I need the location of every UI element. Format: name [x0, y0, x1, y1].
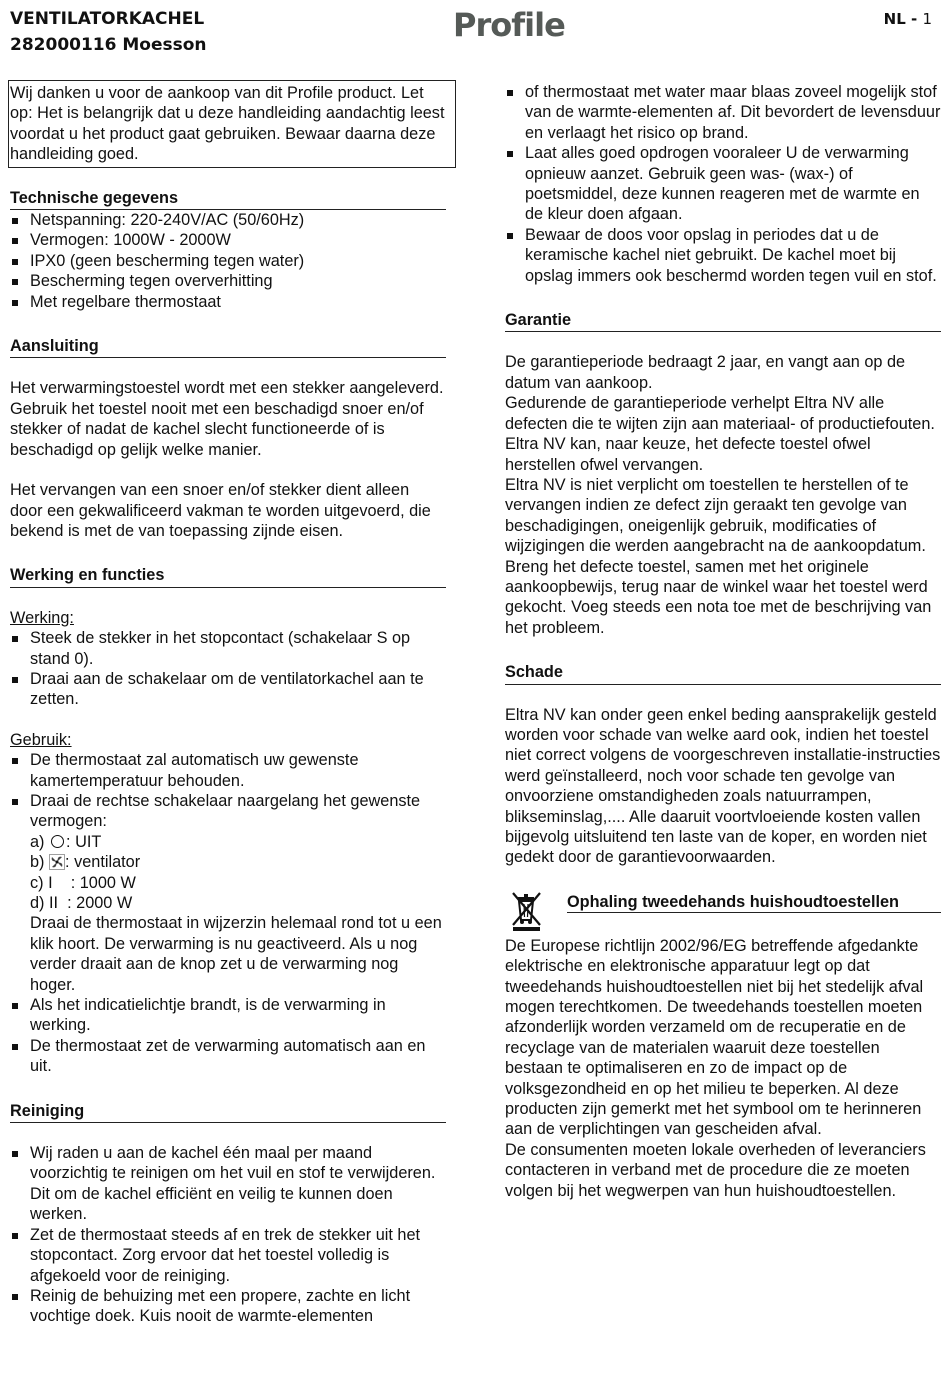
schade-heading: Schade: [505, 662, 941, 684]
paragraph: Eltra NV kan onder geen enkel beding aansprakelijk gesteld worden voor schade van welke aard ook, indien het toestel niet correct volgens de voorgeschreven installatie-instructies werd geïnstalleerd, noch voor schade ten gevolge van onvoorziene omstandigheden zoals natuurrampen, blikseminslag,.... Alle daaruit voortvloeiende kosten vallen bijgevolg uitsluitend ten laste van de koper, en worden niet gedekt door de garantievoorwaarden.: [505, 705, 941, 867]
list-item: [10, 791, 446, 995]
list-item-text: Draai de rechtse schakelaar naargelang het gewenste vermogen:: [30, 791, 421, 831]
profile-logo: Profile: [453, 6, 565, 44]
option-off: [30, 832, 446, 852]
list-item: Vermogen: 1000W - 2000W: [10, 230, 446, 250]
page-separator: -: [905, 10, 923, 28]
list-item: Zet de thermostaat steeds af en trek de stekker uit het stopcontact. Zorg ervoor dat het toestel volledig is afgekoeld voor de reiniging.: [10, 1225, 446, 1286]
intro-box: Wij danken u voor de aankoop van dit Profile product. Let op: Het is belangrijk dat u deze handleiding aandachtig leest voordat u het product gaat gebruiken. Bewaar daarna deze handleiding goed.: [8, 80, 456, 168]
list-item: Netspanning: 220-240V/AC (50/60Hz): [10, 210, 446, 230]
language-code: NL: [883, 10, 906, 28]
werking-heading: Werking en functies: [10, 565, 446, 587]
gebruik-list: [10, 750, 446, 1077]
crossed-bin-icon: [509, 890, 545, 932]
option-fan: [30, 852, 446, 872]
list-item: Draai aan de schakelaar om de ventilatorkachel aan te zetten.: [10, 669, 446, 710]
tech-heading: Technische gegevens: [10, 188, 446, 210]
reiniging-list-continued: [505, 82, 941, 286]
reiniging-heading: Reiniging: [10, 1101, 446, 1123]
list-item: Bewaar de doos voor opslag in periodes dat u de keramische kachel niet gebruikt. De kachel moet bij opslag immers ook beschermd worden tegen vuil en stof.: [505, 225, 941, 286]
model-number: 282000116 Moesson: [10, 35, 207, 55]
list-item: Met regelbare thermostaat: [10, 292, 446, 312]
list-item: Bescherming tegen oververhitting: [10, 271, 446, 291]
list-item: De thermostaat zet de verwarming automatisch aan en uit.: [10, 1036, 446, 1077]
aansluiting-heading: Aansluiting: [10, 336, 446, 358]
option-1000w: c) I : 1000 W: [30, 873, 136, 892]
left-column: [10, 80, 446, 1327]
option-2000w: d) II : 2000 W: [30, 894, 133, 912]
paragraph: Breng het defecte toestel, samen met het originele aankoopbewijs, terug naar de winkel waar het toestel werd gekocht. Voeg steeds een nota toe met de beschrijving van het probleem.: [505, 557, 932, 637]
option-fan-label: : ventilator: [65, 853, 141, 872]
fan-icon: [49, 854, 65, 870]
option-fan-prefix: b): [30, 853, 45, 872]
page-number-value: 1: [922, 10, 932, 28]
paragraph: De garantieperiode bedraagt 2 jaar, en vangt aan op de datum van aankoop.: [505, 353, 906, 392]
ophaling-heading: Ophaling tweedehands huishoudtoestellen: [567, 892, 941, 913]
paragraph: Het verwarmingstoestel wordt met een stekker aangeleverd. Gebruik het toestel nooit met een beschadigd snoer en/of stekker of nadat de kachel slecht functioneerde of is beschadigd op gelijk welke manier.: [10, 379, 444, 459]
list-item: Reinig de behuizing met een propere, zachte en licht vochtige doek. Kuis nooit de warmte-elementen: [10, 1286, 446, 1327]
werking-list: [10, 628, 446, 710]
option-off-label: : UIT: [66, 832, 102, 851]
gebruik-subheading: Gebruik:: [10, 730, 72, 749]
off-circle-icon: [51, 835, 64, 848]
option-off-prefix: a): [30, 832, 45, 851]
werking-subheading: Werking:: [10, 608, 74, 627]
page-number: [884, 10, 932, 28]
list-item: Steek de stekker in het stopcontact (schakelaar S op stand 0).: [10, 628, 446, 669]
document-title: VENTILATORKACHEL: [10, 9, 205, 29]
list-item: Wij raden u aan de kachel één maal per maand voorzichtig te reinigen om het vuil en stof te verwijderen. Dit om de kachel efficiënt en veilig te kunnen doen werken.: [10, 1143, 446, 1225]
paragraph: Eltra NV is niet verplicht om toestellen te herstellen of te vervangen indien ze defect zijn geraakt ten gevolge van beschadigingen, oneigenlijk gebruik, modificaties of wijzigingen die werden aangebracht na de aankoopdatum.: [505, 475, 926, 556]
paragraph: Het vervangen van een snoer en/of stekker dient alleen door een gekwalificeerd vakman te worden uitgevoerd, die bekend is met de van toepassing zijnde eisen.: [10, 481, 431, 540]
paragraph: De Europese richtlijn 2002/96/EG betreffende afgedankte elektrische en elektronische apparatuur legt op dat tweedehands huishoudtoestellen niet bij het stedelijk afval mogen terechtkomen. De tweedehands toestellen moeten afzonderlijk worden verzameld om de recuperatie en de recyclage van de materialen waaruit deze toestellen bestaan te optimaliseren en zo de impact op de volksgezondheid en op het milieu te beperken. Al deze producten zijn gemerkt met het symbool om te herinneren aan de verplichtingen van gescheiden afval.: [505, 936, 924, 1139]
list-item-text: Draai de thermostaat in wijzerzin helemaal rond tot u een klik hoort. De verwarming is nu geactiveerd. Als u nog verder draait aan de knop zet u de verwarming nog hoger.: [30, 914, 442, 994]
weee-section-header: [505, 890, 941, 936]
garantie-heading: Garantie: [505, 310, 941, 332]
list-item: IPX0 (geen bescherming tegen water): [10, 251, 446, 271]
document-header: [10, 6, 207, 58]
reiniging-list: [10, 1143, 446, 1327]
list-item: Als het indicatielichtje brandt, is de verwarming in werking.: [10, 995, 446, 1036]
right-column: [505, 82, 941, 1201]
list-item: Laat alles goed opdrogen vooraleer U de verwarming opnieuw aanzet. Gebruik geen was- (wax-) of poetsmiddel, deze kunnen reageren met de warmte en de kleur doen afgaan.: [505, 143, 941, 225]
list-item: of thermostaat met water maar blaas zoveel mogelijk stof van de warmte-elementen af. Dit bevordert de levensduur en verlaagt het risico op brand.: [505, 82, 941, 143]
list-item: De thermostaat zal automatisch uw gewenste kamertemperatuur behouden.: [10, 750, 446, 791]
tech-list: [10, 210, 446, 312]
paragraph: De consumenten moeten lokale overheden of leveranciers contacteren in verband met de procedure die ze moeten volgen bij het wegwerpen van hun huishoudtoestellen.: [505, 1140, 926, 1200]
paragraph: Gedurende de garantieperiode verhelpt Eltra NV alle defecten die te wijten zijn aan materiaal- of productiefouten. Eltra NV kan, naar keuze, het defecte toestel ofwel herstellen ofwel vervangen.: [505, 394, 935, 474]
